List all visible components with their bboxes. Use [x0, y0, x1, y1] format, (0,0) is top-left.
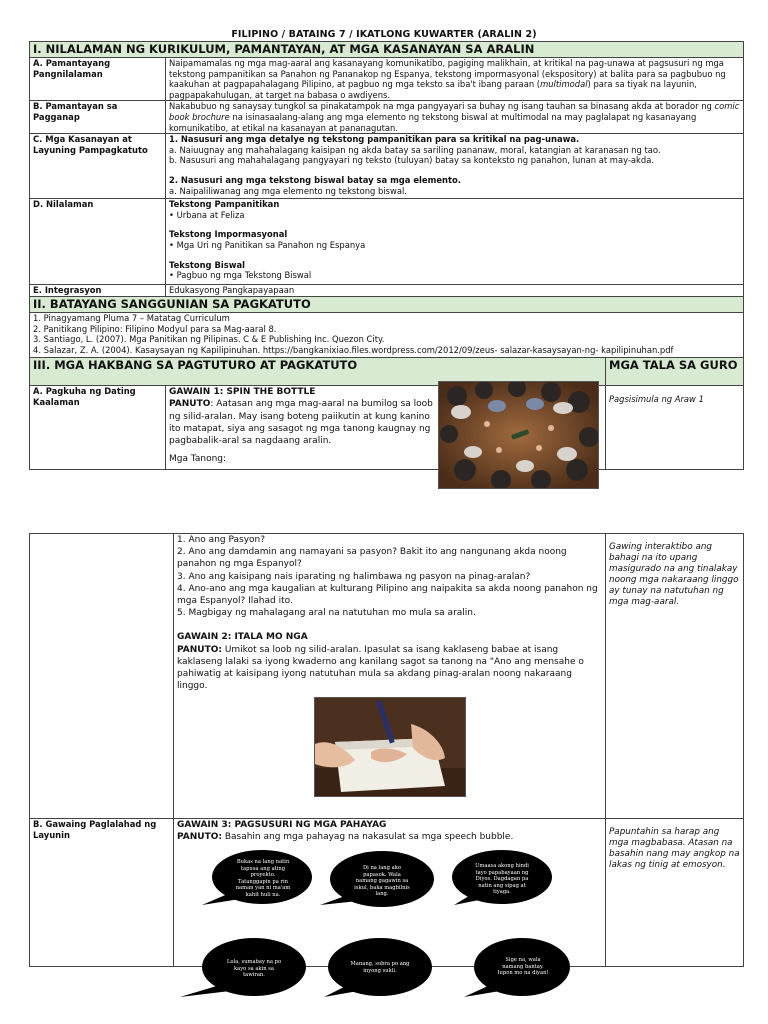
pagganap-label: B. Pamantayan sa Pagganap	[30, 101, 166, 134]
section1-heading: I. NILALAMAN NG KURIKULUM, PAMANTAYAN, AT MGA KASANAYAN SA ARALIN	[30, 42, 744, 58]
reference-item: 1. Pinagyamang Pluma 7 – Matatag Curriculum	[33, 313, 230, 324]
questions-and-gawain2: 1. Ano ang Pasyon? 2. Ano ang damdamin ang namayani sa pasyon? Bakit ito ang nangunang akda noong panahon ng mga Espanyol? 3. Ano ang kaisipang nais iparating ng halimbawa ng pasyon na pinag-aralan? 4. Ano-ano ang mga kaugalian at kulturang Pilipino ang naipakita sa akda noong panahon ng mga Espanyol? Ilahad ito. 5. Magbigay ng mahalagang aral na natutuhan mo mula sa aralin. GAWAIN 2: ITALA MO NGA PANUTO: Umikot sa loob ng silid-aralan. Ipasulat sa isang kaklaseng babae at isang kaklaseng lalaki sa iyong kwaderno ang kanilang sagot sa tanong na "Ano ang mensahe o pahiwatig at kaisipang iyong natutuhan mula sa akdang pinag-aralan noong nakaraang linggo.	[174, 534, 606, 819]
notes-heading: MGA TALA SA GURO	[606, 358, 744, 386]
question-item: 1. Ano ang Pasyon?	[177, 535, 266, 545]
integrasyon-text: Edukasyong Pangkapayapaan	[166, 285, 744, 297]
speech-bubble-text: Manang, sobra po ang inyong sukli.	[350, 961, 410, 974]
gawain2-title: GAWAIN 2: ITALA MO NGA	[177, 632, 308, 643]
speech-bubble	[180, 937, 308, 1001]
pamantayang-text: Naipamamalas ng mga mag-aaral ang kasanayang komunikatibo, pagiging malikhain, at kritikal na pag-unawa at pagsusuri ng mga tekstong pampanitikan sa Panahon ng Pananakop ng Espanya, tekstong impormasyonal (ekspository) at balita para sa pagbubuo ng kaakuhan at pagpapahalagang Pilipino, at pagbuo ng mga teksto sa iba't ibang paraan (multimodal) para sa tiyak na layunin, pagpapakahulugan, at target na babasa o awdiyens.	[166, 58, 744, 101]
gawain3-title: GAWAIN 3: PAGSUSURI NG MGA PAHAYAG	[177, 820, 387, 830]
pagkuha-label: A. Pagkuha ng Dating Kaalaman	[30, 386, 166, 470]
speech-bubble-text: Sige na, wala namang bantay. Iupon mo na diyan!	[497, 957, 549, 977]
references-list	[30, 313, 744, 358]
note-papuntahin: Papuntahin sa harap ang mga magbabasa. Atasan na basahin nang may angkop na lakas ng tinig at emosyon.	[606, 819, 744, 967]
speech-bubble	[462, 937, 574, 1001]
pagganap-text: Nakabubuo ng sanaysay tungkol sa pinakatampok na mga pangyayari sa buhay ng isang tauhan sa binasang akda at borador ng comic book brochure na isinasaalang-alang ang mga elemento ng tekstong biswal at multimodal na may paglalapat ng kasanayang komunikatibo, at etikal na kasanayan at pananagutan.	[166, 101, 744, 134]
kasanayan-label: C. Mga Kasanayan at Layuning Pampagkatuto	[30, 134, 166, 199]
reference-item: 4. Salazar, Z. A. (2004). Kasaysayan ng Kapilipinuhan. https://bangkanixiao.files.wordpress.com/2012/09/zeus- salazar-kasaysayan-ng- kapilipinuhan.pdf	[33, 344, 674, 355]
question-item: 4. Ano-ano ang mga kaugalian at kulturang Pilipino ang naipakita sa akda noong panahon ng mga Espanyol? Ilahad ito.	[177, 583, 598, 607]
speech-bubble-text: Bukas na lang natin tapusa ang ating proyekto. Tatanggapin pa rin naman yan ni ma'am kahit huli na.	[235, 859, 291, 898]
paglalahad-label: B. Gawaing Paglalahad ng Layunin	[30, 819, 174, 967]
gawain3-content: GAWAIN 3: PAGSUSURI NG MGA PAHAYAG PANUTO: Basahin ang mga pahayag na nakasulat sa mga speech bubble.	[174, 819, 606, 967]
note-araw-1: Pagsisimula ng Araw 1	[606, 386, 744, 470]
question-item: 2. Ano ang damdamin ang namayani sa pasyon? Bakit ito ang nangunang akda noong panahon ng mga Espanyol?	[177, 547, 567, 570]
speech-bubble	[448, 849, 558, 911]
speech-bubble	[200, 849, 314, 911]
reference-item: 2. Panitikang Pilipino: Filipino Modyul para sa Mag-aaral 8.	[33, 323, 277, 334]
spin-the-bottle-photo	[438, 381, 599, 489]
pamantayang-label: A. Pamantayang Pangnilalaman	[30, 58, 166, 101]
nilalaman-content: Tekstong Pampanitikan • Urbana at Feliza Tekstong Impormasyonal • Mga Uri ng Panitikan sa Panahon ng Espanya Tekstong Biswal • Pagbuo ng mga Tekstong Biswal	[166, 199, 744, 285]
gawain1-content: GAWAIN 1: SPIN THE BOTTLE PANUTO: Aatasan ang mga mag-aaral na bumilog sa loob ng silid-aralan. May isang boteng paiikutin at kung kanino ito matapat, siya ang sasagot ng mga tanong kaugnay ng pagbabalik-aral sa nagdaang aralin. Mga Tanong:	[166, 386, 440, 470]
kasanayan-content: 1. Nasusuri ang mga detalye ng tekstong pampanitikan para sa kritikal na pag-unawa. a. Naiuugnay ang mahahalagang kaisipan ng akda batay sa sariling pananaw, moral, katangian at karanasan ng tao. b. Nasusuri ang mahahalagang pangyayari ng teksto (tuluyan) batay sa konteksto ng panahon, lunan at may-akda. 2. Nasusuri ang mga tekstong biswal batay sa mga elemento. a. Naipaliliwanag ang mga elemento ng tekstong biswal.	[166, 134, 744, 199]
note-interaktibo: Gawing interaktibo ang bahagi na ito upang masigurado na ang tinalakay noong mga nakaraang linggo ay tunay na natutuhan ng mga mag-aaral.	[606, 534, 744, 819]
speech-bubble-text: Lola, sumabay na po kayo sa akin sa tawiran.	[226, 959, 282, 979]
question-item: 3. Ano ang kaisipang nais iparating ng halimbawa ng pasyon na pinag-aralan?	[177, 571, 531, 582]
writing-notebook-photo	[314, 697, 466, 797]
document-title: FILIPINO / BATAING 7 / IKATLONG KUWARTER (ARALIN 2)	[231, 29, 537, 40]
section2-heading: II. BATAYANG SANGGUNIAN SA PAGKATUTO	[30, 297, 744, 313]
speech-bubble-text: Umaasa akong hindi tayo papabayaan ng Diyos. Dagdagan pa natin ang sipag at tiyaga.	[475, 863, 529, 896]
speech-bubble-text: Di na lang ako papasok. Wala namang gagawin sa iskul, baka magbilnis lang.	[354, 865, 410, 898]
reference-item: 3. Santiago, L. (2007). Mga Panitikan ng Pilipinas. C & E Publishing Inc. Quezon City.	[33, 334, 385, 345]
speech-bubble	[320, 937, 438, 1001]
speech-bubble	[318, 849, 438, 911]
section3-heading: III. MGA HAKBANG SA PAGTUTURO AT PAGKATUTO	[30, 358, 606, 386]
nilalaman-label: D. Nilalaman	[30, 199, 166, 285]
empty-label-cell	[30, 534, 174, 819]
integrasyon-label: E. Integrasyon	[30, 285, 166, 297]
lesson-plan-table-page1	[29, 41, 744, 470]
question-item: 5. Magbigay ng mahalagang aral na natutuhan mo mula sa aralin.	[177, 608, 476, 619]
